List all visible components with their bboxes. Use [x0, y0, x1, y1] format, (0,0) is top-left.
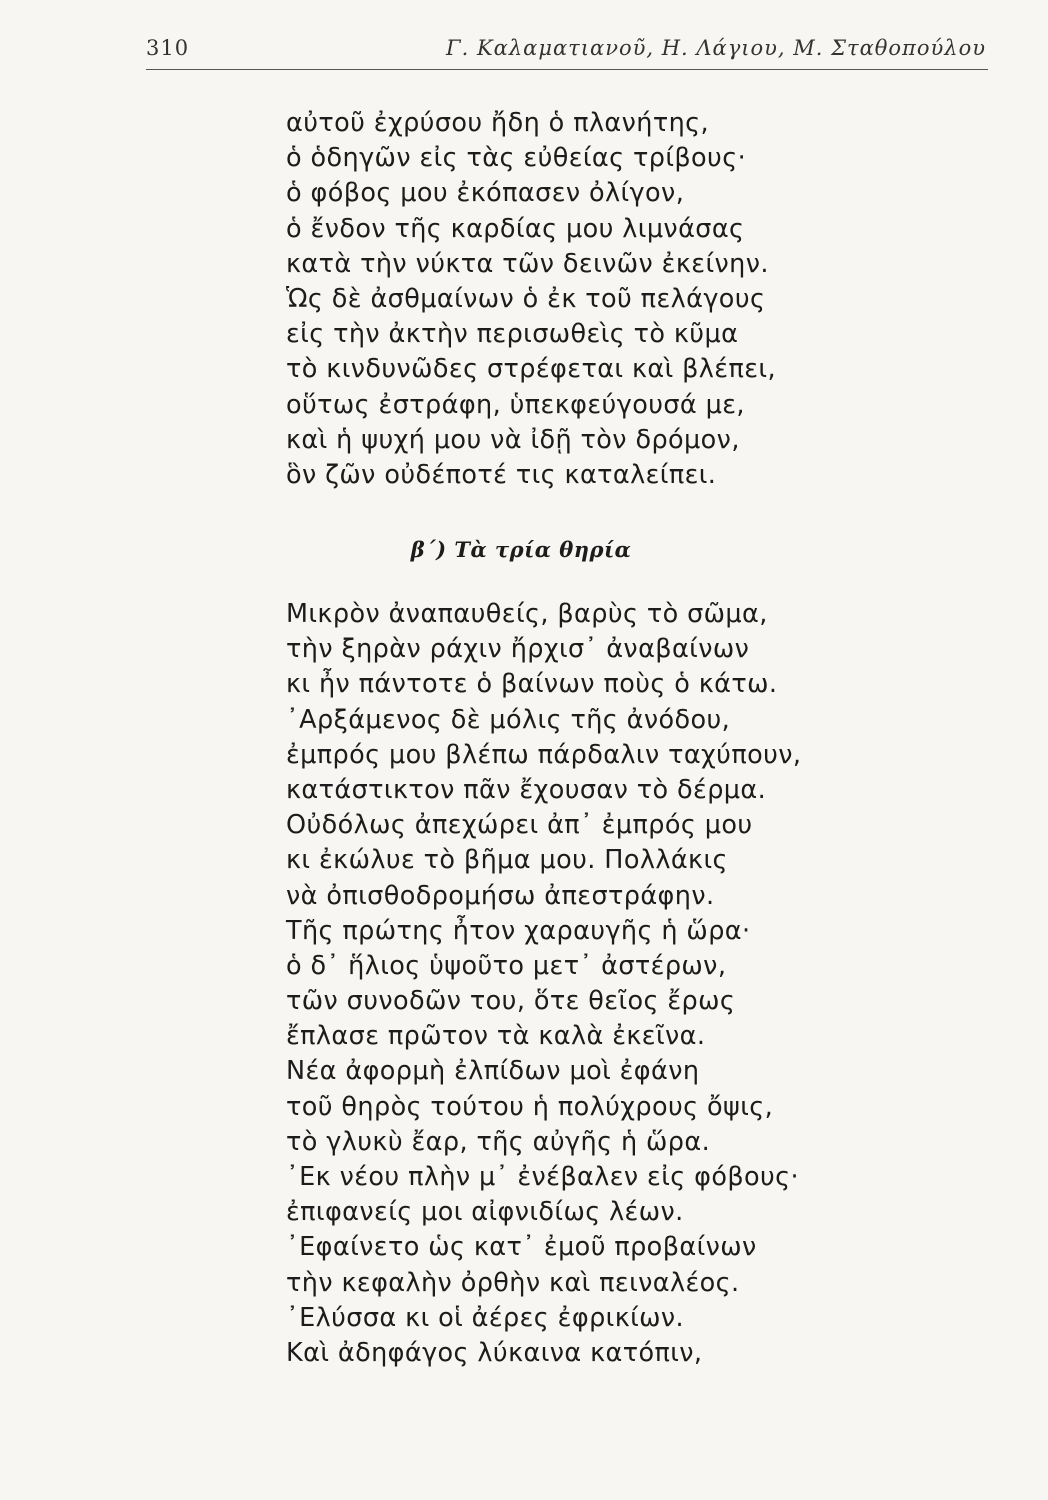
verse-line: αὐτοῦ ἐχρύσου ἤδη ὁ πλανήτης,: [286, 108, 710, 138]
verse-line: νὰ ὀπισθοδρομήσω ἀπεστράφην.: [286, 880, 715, 911]
verse-line: ὁ φόβος μου ἐκόπασεν ὀλίγον,: [286, 178, 685, 209]
header-rule: [146, 69, 988, 70]
running-head-title: Γ. Καλαματιανοῦ, Η. Λάγιου, Μ. Σταθοπούλου: [446, 36, 986, 60]
verse-line: τοῦ θηρὸς τούτου ἡ πολύχρους ὄψις,: [286, 1091, 774, 1122]
verse-line: τὴν ξηρὰν ράχιν ἤρχισ᾽ ἀναβαίνων: [286, 634, 750, 665]
verse-line: Ὡς δὲ ἀσθμαίνων ὁ ἐκ τοῦ πελάγους: [286, 283, 766, 314]
verse-line: κατὰ τὴν νύκτα τῶν δεινῶν ἐκείνην.: [286, 248, 769, 279]
page-number: 310: [146, 36, 190, 60]
verse-line: Καὶ ἀδηφάγος λύκαινα κατόπιν,: [286, 1337, 703, 1368]
verse-line: ἐπιφανείς μοι αἰφνιδίως λέων.: [286, 1197, 684, 1228]
verse-line: ὁ ὁδηγῶν εἰς τὰς εὐθείας τρίβους·: [286, 143, 747, 174]
verse-line: Νέα ἀφορμὴ ἐλπίδων μοὶ ἐφάνη: [286, 1056, 700, 1087]
verse-line: εἰς τὴν ἀκτὴν περισωθεὶς τὸ κῦμα: [286, 319, 739, 350]
verse-line: τὴν κεφαλὴν ὀρθὴν καὶ πειναλέος.: [286, 1267, 740, 1298]
verse-line: οὕτως ἐστράφη, ὑπεκφεύγουσά με,: [286, 389, 745, 420]
verse-line: ᾽Εφαίνετο ὡς κατ᾽ ἐμοῦ προβαίνων: [286, 1232, 757, 1263]
running-head: [146, 36, 986, 70]
verse-line: Οὐδόλως ἀπεχώρει ἀπ᾽ ἐμπρός μου: [286, 810, 753, 841]
verse-line: κι ἐκώλυε τὸ βῆμα μου. Πολλάκις: [286, 845, 728, 876]
verse-line: ὁ δ᾽ ἥλιος ὑψοῦτο μετ᾽ ἀστέρων,: [286, 950, 727, 981]
verse-line: ὃν ζῶν οὐδέποτέ τις καταλείπει.: [286, 459, 717, 490]
verse-line: τῶν συνοδῶν του, ὅτε θεῖος ἔρως: [286, 986, 736, 1017]
verse-line: κατάστικτον πᾶν ἔχουσαν τὸ δέρμα.: [286, 774, 767, 805]
verse-line: ᾽Εκ νέου πλὴν μ᾽ ἐνέβαλεν εἰς φόβους·: [286, 1162, 800, 1192]
verse-line: τὸ γλυκὺ ἔαρ, τῆς αὐγῆς ἡ ὥρα.: [286, 1126, 711, 1157]
poem-stanza-first: [286, 106, 886, 493]
verse-line: ᾽Ελύσσα κι οἱ ἀέρες ἐφρικίων.: [286, 1302, 685, 1333]
verse-line: Τῆς πρώτης ἦτον χαραυγῆς ἡ ὥρα·: [286, 915, 751, 946]
verse-line: ὁ ἔνδον τῆς καρδίας μου λιμνάσας: [286, 213, 745, 244]
poem-stanza-second: [286, 597, 886, 1371]
verse-line: ἐμπρός μου βλέπω πάρδαλιν ταχύπουν,: [286, 739, 802, 770]
verse-line: ᾽Αρξάμενος δὲ μόλις τῆς ἀνόδου,: [286, 704, 731, 735]
verse-line: καὶ ἡ ψυχή μου νὰ ἰδῇ τὸν δρόμον,: [286, 424, 740, 455]
verse-line: τὸ κινδυνῶδες στρέφεται καὶ βλέπει,: [286, 354, 776, 385]
verse-line: Μικρὸν ἀναπαυθείς, βαρὺς τὸ σῶμα,: [286, 599, 768, 629]
verse-line: ἔπλασε πρῶτον τὰ καλὰ ἐκεῖνα.: [286, 1021, 706, 1052]
verse-line: κι ἦν πάντοτε ὁ βαίνων ποὺς ὁ κάτω.: [286, 669, 778, 700]
section-heading: β΄) Τὰ τρία θηρία: [410, 537, 632, 562]
